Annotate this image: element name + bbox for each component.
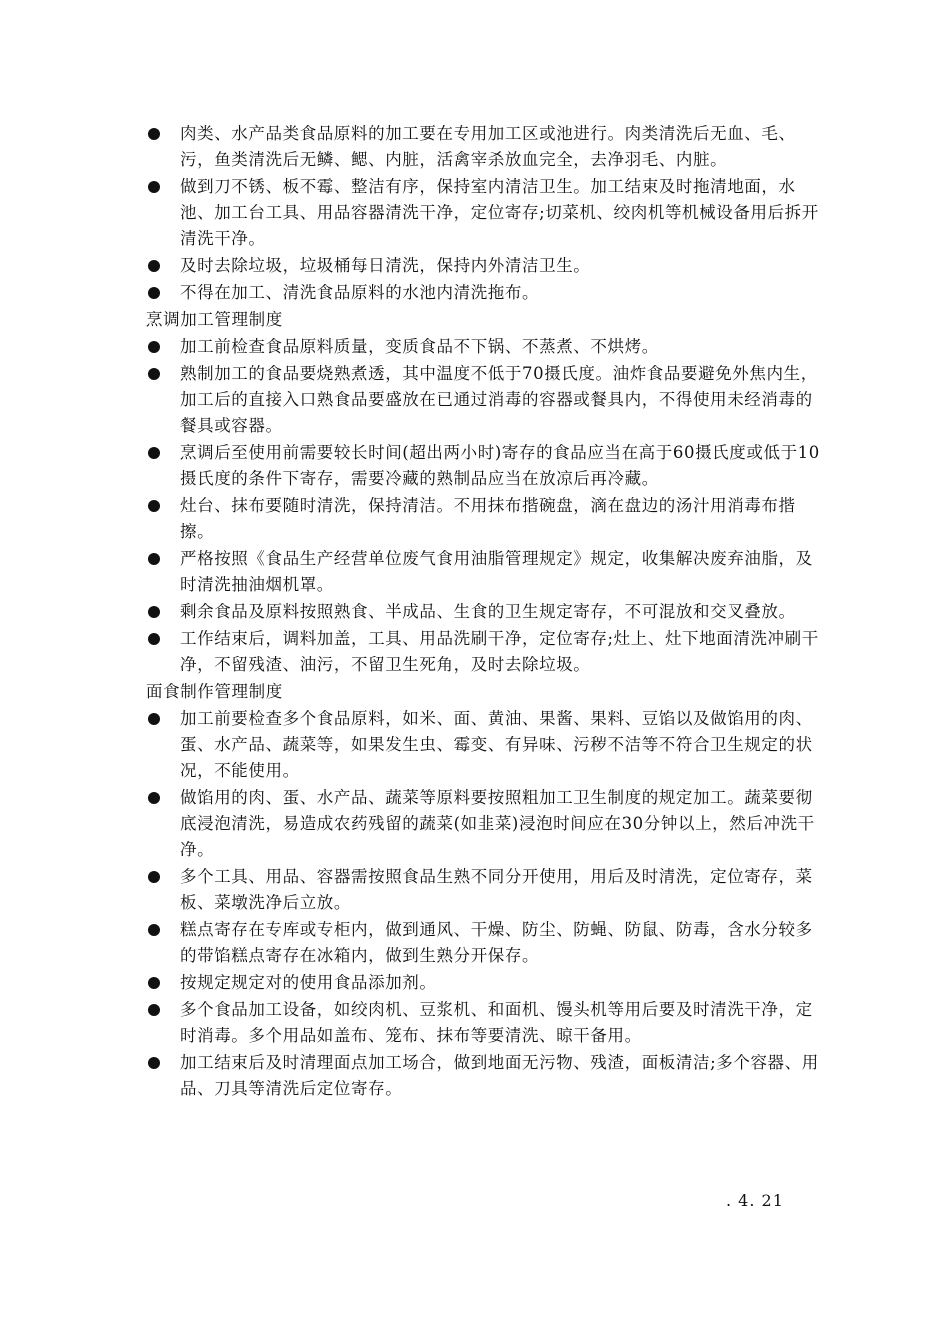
bullet-icon: [148, 260, 160, 272]
list-item-text: 严格按照《食品生产经营单位废气食用油脂管理规定》规定，收集解决废弃油脂，及时清洗抽油烟机罩。: [180, 549, 813, 594]
list-item-text: 做到刀不锈、板不霉、整洁有序，保持室内清洁卫生。加工结束及时拖清地面，水池、加工台工具、用品容器清洗干净，定位寄存;切菜机、绞肉机等机械设备用后拆开清洗干净。: [180, 177, 819, 248]
list-item: [146, 440, 826, 492]
list-item-text: 多个食品加工设备，如绞肉机、豆浆机、和面机、馒头机等用后要及时清洗干净，定时消毒。多个用品如盖布、笼布、抹布等要清洗、晾干备用。: [180, 1000, 813, 1045]
list-item: [146, 361, 826, 439]
section-heading: 烹调加工管理制度: [146, 310, 283, 329]
section-pastry: [146, 679, 826, 1102]
bullet-icon: [148, 871, 160, 883]
list-item: [146, 493, 826, 545]
bullet-icon: [148, 447, 160, 459]
list-item: [146, 546, 826, 598]
list-item: [146, 706, 826, 784]
list-item-text: 按规定规定对的使用食品添加剂。: [180, 973, 437, 992]
list-item-text: 剩余食品及原料按照熟食、半成品、生食的卫生规定寄存，不可混放和交叉叠放。: [180, 602, 796, 621]
list-item-text: 及时去除垃圾，垃圾桶每日清洗，保持内外清洁卫生。: [180, 256, 591, 275]
list-item-text: 糕点寄存在专库或专柜内，做到通风、干燥、防尘、防蝇、防鼠、防毒，含水分较多的带馅糕点寄存在冰箱内，做到生熟分开保存。: [180, 920, 813, 965]
list-item: [146, 626, 826, 678]
list-item: [146, 121, 826, 173]
list-item-text: 工作结束后，调料加盖，工具、用品洗刷干净，定位寄存;灶上、灶下地面清洗冲刷干净，不留残渣、油污，不留卫生死角，及时去除垃圾。: [180, 629, 819, 674]
list-item: [146, 253, 826, 279]
section-heading: 面食制作管理制度: [146, 682, 283, 701]
list-item-text: 加工前检查食品原料质量，变质食品不下锅、不蒸煮、不烘烤。: [180, 337, 659, 356]
list-item: [146, 917, 826, 969]
bullet-icon: [148, 977, 160, 989]
bullet-icon: [148, 500, 160, 512]
list-item: [146, 970, 826, 996]
bullet-icon: [148, 287, 160, 299]
bullet-icon: [148, 606, 160, 618]
bullet-icon: [148, 553, 160, 565]
list-item-text: 熟制加工的食品要烧熟煮透，其中温度不低于70摄氏度。油炸食品要避免外焦内生，加工后的直接入口熟食品要盛放在已通过消毒的容器或餐具内，不得使用未经消毒的餐具或容器。: [180, 364, 818, 435]
list-item-text: 烹调后至使用前需要较长时间(超出两小时)寄存的食品应当在高于60摄氏度或低于10摄氏度的条件下寄存，需要冷藏的熟制品应当在放凉后再冷藏。: [180, 443, 820, 488]
list-item-text: 加工前要检查多个食品原料，如米、面、黄油、果酱、果料、豆馅以及做馅用的肉、蛋、水产品、蔬菜等，如果发生虫、霉变、有异味、污秽不洁等不符合卫生规定的状况，不能使用。: [180, 709, 813, 780]
bullet-icon: [148, 181, 160, 193]
list-item: [146, 997, 826, 1049]
bullet-icon: [148, 368, 160, 380]
list-item: [146, 864, 826, 916]
list-item-text: 灶台、抹布要随时清洗，保持清洁。不用抹布揩碗盘，滴在盘边的汤汁用消毒布揩擦。: [180, 496, 796, 541]
bullet-icon: [148, 128, 160, 140]
document-body: [146, 121, 826, 1103]
bullet-icon: [148, 341, 160, 353]
list-item-text: 不得在加工、清洗食品原料的水池内清洗拖布。: [180, 283, 540, 302]
list-item: [146, 785, 826, 863]
list-item-text: 加工结束后及时清理面点加工场合，做到地面无污物、残渣，面板清洁;多个容器、用品、刀具等清洗后定位寄存。: [180, 1053, 819, 1098]
page-footer-label: . 4. 21: [726, 1191, 784, 1210]
section-cooking: [146, 307, 826, 678]
bullet-icon: [148, 1057, 160, 1069]
list-item-text: 做馅用的肉、蛋、水产品、蔬菜等原料要按照粗加工卫生制度的规定加工。蔬菜要彻底浸泡清洗，易造成农药残留的蔬菜(如韭菜)浸泡时间应在30分钟以上，然后冲洗干净。: [180, 788, 815, 859]
list-item: [146, 1050, 826, 1102]
bullet-icon: [148, 633, 160, 645]
list-item-text: 多个工具、用品、容器需按照食品生熟不同分开使用，用后及时清洗，定位寄存，菜板、菜墩洗净后立放。: [180, 867, 813, 912]
list-item-text: 肉类、水产品类食品原料的加工要在专用加工区或池进行。肉类清洗后无血、毛、污，鱼类清洗后无鳞、鳃、内脏，活禽宰杀放血完全，去净羽毛、内脏。: [180, 124, 796, 169]
bullet-icon: [148, 1004, 160, 1016]
bullet-icon: [148, 713, 160, 725]
list-item: [146, 334, 826, 360]
list-item: [146, 280, 826, 306]
section-crude-processing: [146, 121, 826, 306]
list-item: [146, 599, 826, 625]
bullet-icon: [148, 924, 160, 936]
list-item: [146, 174, 826, 252]
bullet-icon: [148, 792, 160, 804]
